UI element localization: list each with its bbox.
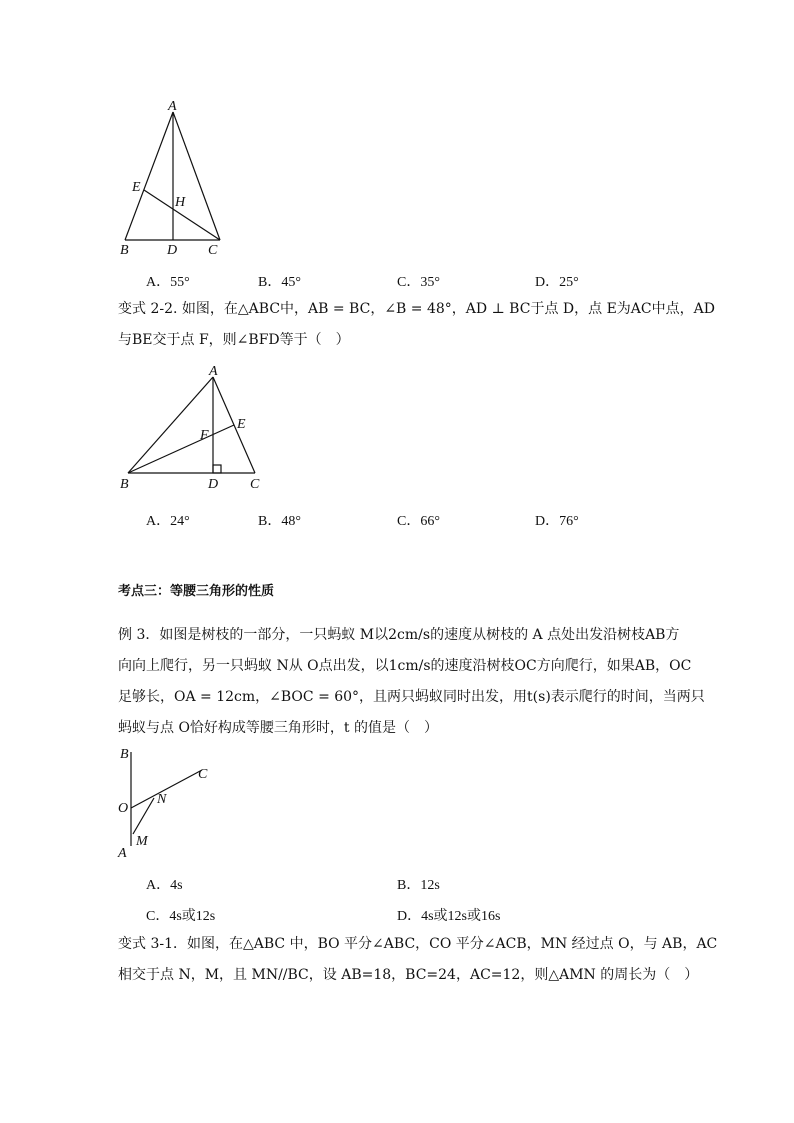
label-e: E	[237, 417, 246, 432]
example-3-line-1: 例 3．如图是树枝的一部分，一只蚂蚁 M以2cm/s的速度从树枝的 A 点处出发沿树枝AB方	[118, 627, 680, 643]
option-b[interactable]: B．48°	[258, 514, 301, 529]
segment-ab	[128, 377, 213, 473]
option-d[interactable]: D．4s或12s或16s	[397, 909, 501, 924]
label-m: M	[136, 834, 148, 849]
variant-2-2-line-1: 变式 2-2. 如图，在△ABC中，AB = BC，∠B = 48°，AD ⊥ BC于点 D，点 E为AC中点，AD	[118, 301, 715, 317]
label-d: D	[208, 477, 219, 492]
label-a: A	[168, 99, 177, 114]
label-c: C	[250, 477, 260, 492]
label-d: D	[167, 243, 178, 258]
segment-ab	[125, 112, 173, 240]
label-b: B	[120, 477, 129, 492]
segment-mn	[133, 798, 154, 834]
label-a: A	[118, 846, 127, 861]
section-heading: 考点三：等腰三角形的性质	[118, 584, 275, 599]
label-c: C	[208, 243, 218, 258]
figure-triangle-ahc	[110, 95, 240, 260]
option-a[interactable]: A．4s	[146, 878, 183, 893]
option-b[interactable]: B．12s	[397, 878, 440, 893]
label-o: O	[118, 801, 129, 816]
variant-2-2-line-2: 与BE交于点 F，则∠BFD等于（ ）	[118, 332, 350, 348]
option-c[interactable]: C．4s或12s	[146, 909, 216, 924]
figure-triangle-bfd	[112, 362, 272, 497]
label-a: A	[209, 364, 218, 379]
segment-ac	[173, 112, 220, 240]
label-b: B	[120, 243, 129, 258]
label-c: C	[198, 767, 208, 782]
option-d[interactable]: D．25°	[535, 275, 579, 290]
right-angle-mark	[213, 465, 221, 473]
example-3-line-4: 蚂蚁与点 O恰好构成等腰三角形时，t 的值是（ ）	[118, 720, 439, 736]
option-d[interactable]: D．76°	[535, 514, 579, 529]
variant-3-1-line-2: 相交于点 N，M，且 MN//BC，设 AB=18，BC=24，AC=12，则△AMN 的周长为（ ）	[118, 967, 699, 983]
label-b: B	[120, 747, 129, 762]
option-b[interactable]: B．45°	[258, 275, 301, 290]
example-3-line-3: 足够长，OA = 12cm，∠BOC = 60°，且两只蚂蚁同时出发，用t(s)表示爬行的时间，当两只	[118, 689, 705, 705]
option-c[interactable]: C．66°	[397, 514, 440, 529]
label-n: N	[157, 792, 167, 807]
label-h: H	[175, 195, 186, 210]
segment-be	[128, 425, 234, 473]
option-c[interactable]: C．35°	[397, 275, 440, 290]
example-3-line-2: 向向上爬行，另一只蚂蚁 N从 O点出发，以1cm/s的速度沿树枝OC方向爬行，如果AB，OC	[118, 658, 692, 674]
option-a[interactable]: A．55°	[146, 275, 190, 290]
variant-3-1-line-1: 变式 3-1．如图，在△ABC 中，BO 平分∠ABC，CO 平分∠ACB，MN 经过点 O，与 AB，AC	[118, 936, 718, 952]
figure-branch	[112, 742, 222, 862]
option-a[interactable]: A．24°	[146, 514, 190, 529]
label-e: E	[132, 180, 141, 195]
label-f: F	[200, 428, 209, 443]
branch-oc	[131, 770, 202, 808]
